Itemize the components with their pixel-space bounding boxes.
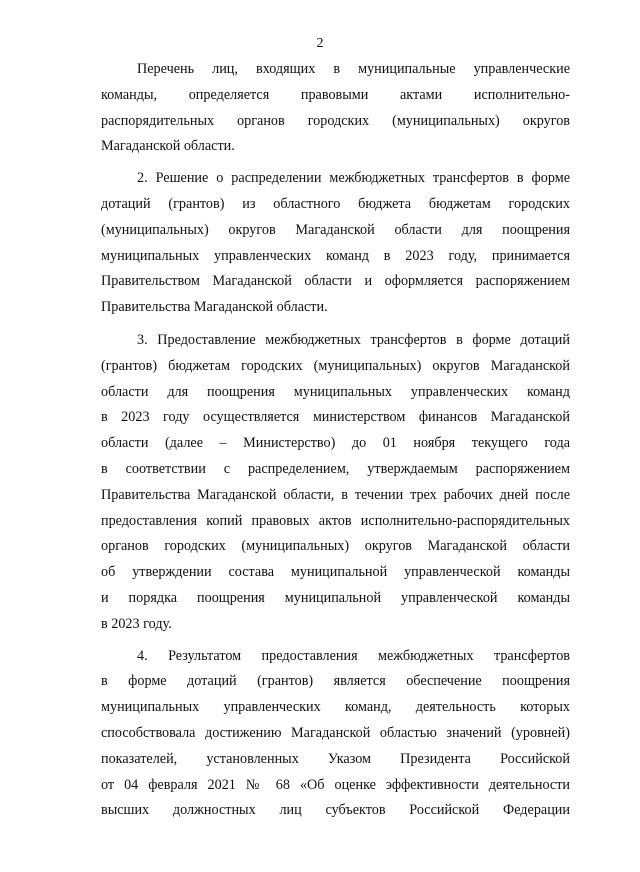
text-line: дотаций (грантов) из областного бюджета бюджетам городских — [101, 195, 570, 212]
text-line: распорядительных органов городских (муниципальных) округов — [101, 112, 570, 129]
text-line: от 04 февраля 2021 № 68 «Об оценке эффективности деятельности — [101, 776, 570, 793]
paragraph-4 — [101, 644, 570, 825]
text-line: команды, определяется правовыми актами исполнительно- — [101, 86, 570, 103]
text-line: об утверждении состава муниципальной управленческой команды — [101, 564, 570, 581]
text-line: предоставления копий правовых актов исполнительно-распорядительных — [101, 512, 570, 529]
text-line: Правительства Магаданской области. — [101, 299, 328, 316]
paragraph-2 — [101, 166, 570, 321]
text-line: 3. Предоставление межбюджетных трансфертов в форме дотаций — [137, 331, 570, 348]
text-line: Правительства Магаданской области, в течении трех рабочих дней после — [101, 486, 570, 503]
text-line: показателей, установленных Указом Президента Российской — [101, 750, 570, 767]
text-line: в 2023 году осуществляется министерством финансов Магаданской — [101, 409, 570, 426]
text-line: муниципальных управленческих команд в 2023 году, принимается — [101, 247, 570, 264]
text-line: (муниципальных) округов Магаданской области для поощрения — [101, 221, 570, 238]
text-line: Перечень лиц, входящих в муниципальные управленческие — [137, 61, 570, 77]
paragraph-3 — [101, 328, 570, 638]
paragraph-1 — [101, 57, 570, 160]
text-line: области (далее – Министерство) до 01 ноября текущего года — [101, 435, 570, 452]
text-line: Магаданской области. — [101, 138, 235, 155]
text-line: 4. Результатом предоставления межбюджетных трансфертов — [137, 647, 570, 664]
text-line: в 2023 году. — [101, 615, 172, 632]
page-number: 2 — [316, 36, 324, 51]
text-line: муниципальных управленческих команд, деятельность которых — [101, 699, 570, 716]
text-line: высших должностных лиц субъектов Российской Федерации — [101, 802, 570, 819]
text-line: органов городских (муниципальных) округов Магаданской области — [101, 538, 570, 555]
text-line: Правительством Магаданской области и оформляется распоряжением — [101, 273, 570, 290]
text-line: и порядка поощрения муниципальной управленческой команды — [101, 589, 570, 606]
text-line: способствовала достижению Магаданской областью значений (уровней) — [101, 724, 570, 741]
text-line: 2. Решение о распределении межбюджетных трансфертов в форме — [137, 170, 570, 187]
text-line: в форме дотаций (грантов) является обеспечение поощрения — [101, 673, 570, 690]
text-line: области для поощрения муниципальных управленческих команд — [101, 383, 570, 400]
text-line: в соответствии с распределением, утверждаемым распоряжением — [101, 460, 570, 477]
text-line: (грантов) бюджетам городских (муниципальных) округов Магаданской — [101, 357, 570, 374]
document-body — [101, 57, 570, 824]
